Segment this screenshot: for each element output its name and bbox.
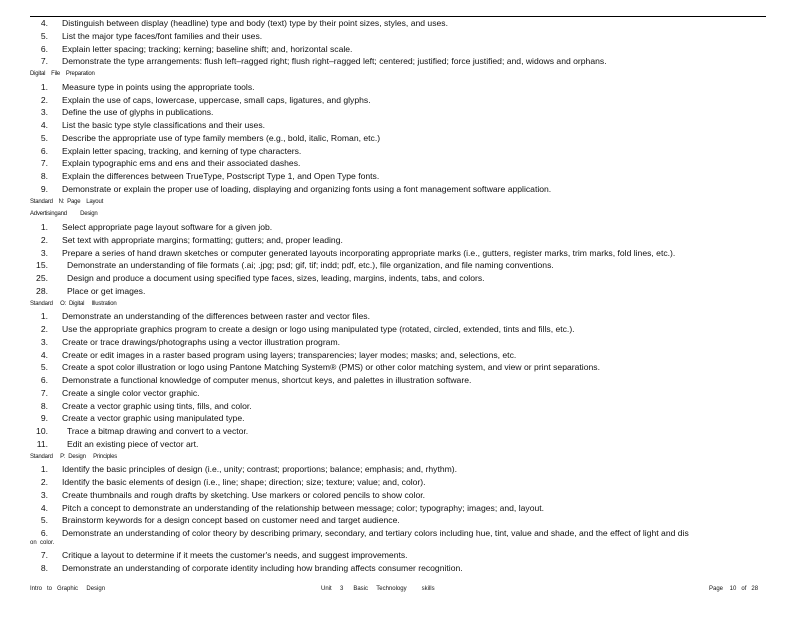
section-heading-text: Standard N: Page Layout — [30, 198, 104, 205]
list-item — [0, 489, 800, 502]
list-item-number: 2. — [40, 324, 48, 334]
list-item — [0, 323, 800, 336]
list-item-number: 7. — [40, 387, 48, 398]
list-item-text: Create a vector graphic using manipulated type. — [62, 413, 245, 424]
section-heading-text: Digital File Preparation — [30, 71, 95, 77]
list-item — [0, 336, 800, 349]
list-item — [0, 259, 800, 272]
list-item-text: Create a vector graphic using tints, fills, and color. — [62, 400, 252, 411]
list-item-text: Create a spot color illustration or logo using Pantone Matching System® (PMS) or other color matching system, and view or print separations. — [62, 362, 600, 373]
list-item — [0, 549, 800, 562]
list-item — [0, 514, 800, 527]
list-item-number: 3. — [40, 489, 48, 500]
footer-course-title: Intro to Graphic Design — [30, 586, 106, 592]
list-item — [0, 170, 800, 183]
page-footer — [0, 584, 800, 594]
section-heading — [0, 68, 800, 81]
document-content — [0, 17, 800, 574]
list-item-number: 8. — [40, 171, 48, 181]
list-item-text: Trace a bitmap drawing and convert to a vector. — [67, 426, 249, 436]
list-item-number: 2. — [40, 477, 48, 487]
list-item-number: 5. — [40, 362, 48, 373]
list-item — [0, 502, 800, 515]
list-item-number: 11. — [36, 438, 48, 449]
list-item-number: 5. — [40, 515, 48, 526]
list-item-text: Identify the basic elements of design (i.e., line; shape; direction; size; texture; value; and, color). — [62, 477, 426, 487]
list-item — [0, 132, 800, 145]
list-item-text: Prepare a series of hand drawn sketches or computer generated layouts incorporating appropriate marks (i.e., gutters, register marks, trim marks, fold lines, etc.). — [62, 247, 676, 258]
list-item-number: 15. — [36, 260, 48, 271]
list-item-text: Explain the differences between TrueType, Postscript Type 1, and Open Type fonts. — [62, 171, 380, 181]
list-item — [0, 476, 800, 489]
section-heading-text: Standard P: Design Principles — [30, 453, 118, 460]
section-heading-text: Advertisingand Design — [30, 211, 98, 218]
list-item-number: 7. — [40, 158, 48, 169]
list-item-number: 6. — [40, 375, 48, 385]
list-item-text: Define the use of glyphs in publications. — [62, 107, 214, 118]
list-item-text: Measure type in points using the appropriate tools. — [62, 81, 255, 92]
list-item — [0, 374, 800, 387]
list-item — [0, 361, 800, 374]
list-item — [0, 94, 800, 107]
list-item-number: 6. — [40, 528, 48, 538]
section-heading — [0, 451, 800, 464]
list-item — [0, 349, 800, 362]
list-item — [0, 272, 800, 285]
list-item-number: 6. — [40, 145, 48, 156]
list-item — [0, 387, 800, 400]
list-item-text: Demonstrate the type arrangements: flush left–ragged right; flush right–ragged left; centered; justified; force justified; and, widows and orphans. — [62, 56, 607, 67]
list-item — [0, 310, 800, 323]
list-item-text: Demonstrate an understanding of color theory by describing primary, secondary, and tertiary colors including hue, tint, value and shade, and the effect of light and dis — [62, 528, 689, 538]
list-item-text: Explain the use of caps, lowercase, uppercase, small caps, ligatures, and glyphs. — [62, 94, 371, 105]
list-item-text: Demonstrate or explain the proper use of loading, displaying and organizing fonts using a font management software application. — [62, 183, 552, 194]
list-item-number: 2. — [40, 94, 48, 105]
footer-unit-title: Unit 3 Basic Technology skills — [321, 586, 435, 592]
list-item — [0, 55, 800, 68]
list-item-text: Critique a layout to determine if it meets the customer's needs, and suggest improvements. — [62, 549, 408, 560]
list-item — [0, 234, 800, 247]
list-item-text: Explain typographic ems and ens and their associated dashes. — [62, 158, 301, 169]
list-item-text: Explain letter spacing, tracking, and kerning of type characters. — [62, 145, 302, 156]
list-item-number: 8. — [40, 400, 48, 411]
list-item-text: Identify the basic principles of design (i.e., unity; contrast; proportions; balance; emphasis; and, rhythm). — [62, 464, 458, 475]
list-item-number: 1. — [40, 464, 48, 475]
list-item — [0, 400, 800, 413]
list-item-number: 9. — [40, 413, 48, 424]
list-item-text: Pitch a concept to demonstrate an understanding of the relationship between message; color; typography; images; and, layout. — [62, 502, 545, 513]
list-item-text: Edit an existing piece of vector art. — [67, 438, 199, 449]
list-item — [0, 119, 800, 132]
list-item-number: 3. — [40, 247, 48, 258]
list-item-text: Demonstrate an understanding of file formats (.ai; .jpg; psd; gif, tif; indd; pdf, etc.), file organization, and file naming conventions. — [67, 260, 554, 271]
list-item — [0, 285, 800, 298]
list-item-continuation — [0, 540, 800, 549]
list-item — [0, 527, 800, 540]
continuation-text: on color. — [30, 539, 55, 546]
list-item-number: 9. — [40, 183, 48, 194]
list-item — [0, 221, 800, 234]
list-item-number: 28. — [36, 285, 48, 296]
list-item-number: 7. — [40, 549, 48, 560]
list-item-text: Create thumbnails and rough drafts by sketching. Use markers or colored pencils to show color. — [62, 489, 426, 500]
list-item-number: 4. — [40, 18, 48, 28]
list-item-number: 3. — [40, 107, 48, 118]
list-item — [0, 247, 800, 260]
list-item-text: Distinguish between display (headline) type and body (text) type by their point sizes, styles, and uses. — [62, 18, 448, 28]
list-item-text: Demonstrate an understanding of corporate identity including how branding affects consumer recognition. — [62, 562, 463, 573]
list-item-number: 1. — [40, 222, 48, 232]
list-item-text: Demonstrate an understanding of the differences between raster and vector files. — [62, 311, 370, 322]
list-item-text: Use the appropriate graphics program to create a design or logo using manipulated type (rotated, circled, extended, tints and fills, etc.). — [62, 324, 575, 334]
list-item-number: 1. — [40, 311, 48, 322]
list-item — [0, 17, 800, 30]
list-item — [0, 425, 800, 438]
list-item — [0, 30, 800, 43]
list-item-text: Select appropriate page layout software for a given job. — [62, 222, 273, 232]
list-item-number: 4. — [40, 502, 48, 513]
list-item — [0, 562, 800, 575]
list-item-number: 7. — [40, 56, 48, 67]
list-item-number: 6. — [40, 43, 48, 54]
list-item-text: Describe the appropriate use of type family members (e.g., bold, italic, Roman, etc.) — [62, 132, 381, 143]
list-item — [0, 438, 800, 451]
list-item-number: 10. — [36, 426, 48, 436]
list-item-number: 4. — [40, 349, 48, 360]
list-item — [0, 81, 800, 94]
list-item-text: Create or edit images in a raster based program using layers; transparencies; layer modes; masks; and, selections, etc. — [62, 349, 517, 360]
list-item — [0, 412, 800, 425]
list-item — [0, 43, 800, 56]
list-item-text: Create or trace drawings/photographs using a vector illustration program. — [62, 336, 341, 347]
list-item-number: 5. — [40, 132, 48, 143]
list-item-text: Set text with appropriate margins; formatting; gutters; and, proper leading. — [62, 234, 343, 245]
list-item-text: Place or get images. — [67, 285, 146, 296]
list-item — [0, 106, 800, 119]
section-heading — [0, 208, 800, 221]
list-item-number: 25. — [36, 273, 48, 283]
list-item-text: Explain letter spacing; tracking; kerning; baseline shift; and, horizontal scale. — [62, 43, 353, 54]
section-heading — [0, 298, 800, 311]
list-item-text: List the basic type style classifications and their uses. — [62, 120, 266, 130]
list-item-text: Brainstorm keywords for a design concept based on customer need and target audience. — [62, 515, 400, 526]
list-item — [0, 157, 800, 170]
list-item — [0, 463, 800, 476]
list-item-number: 4. — [40, 120, 48, 130]
list-item-number: 3. — [40, 336, 48, 347]
list-item-text: Demonstrate a functional knowledge of computer menus, shortcut keys, and palettes in illustration software. — [62, 375, 472, 385]
list-item-text: Create a single color vector graphic. — [62, 387, 200, 398]
list-item — [0, 183, 800, 196]
list-item — [0, 145, 800, 158]
footer-page-number: Page 10 of 28 — [709, 586, 759, 592]
list-item-text: List the major type faces/font families and their uses. — [62, 30, 263, 41]
list-item-number: 1. — [40, 81, 48, 92]
list-item-number: 5. — [40, 30, 48, 41]
list-item-number: 2. — [40, 234, 48, 245]
section-heading — [0, 196, 800, 209]
list-item-text: Design and produce a document using specified type faces, sizes, leading, margins, indents, tabs, and colors. — [67, 273, 485, 283]
section-heading-text: Standard O: Digital Illustration — [30, 300, 117, 307]
list-item-number: 8. — [40, 562, 48, 573]
